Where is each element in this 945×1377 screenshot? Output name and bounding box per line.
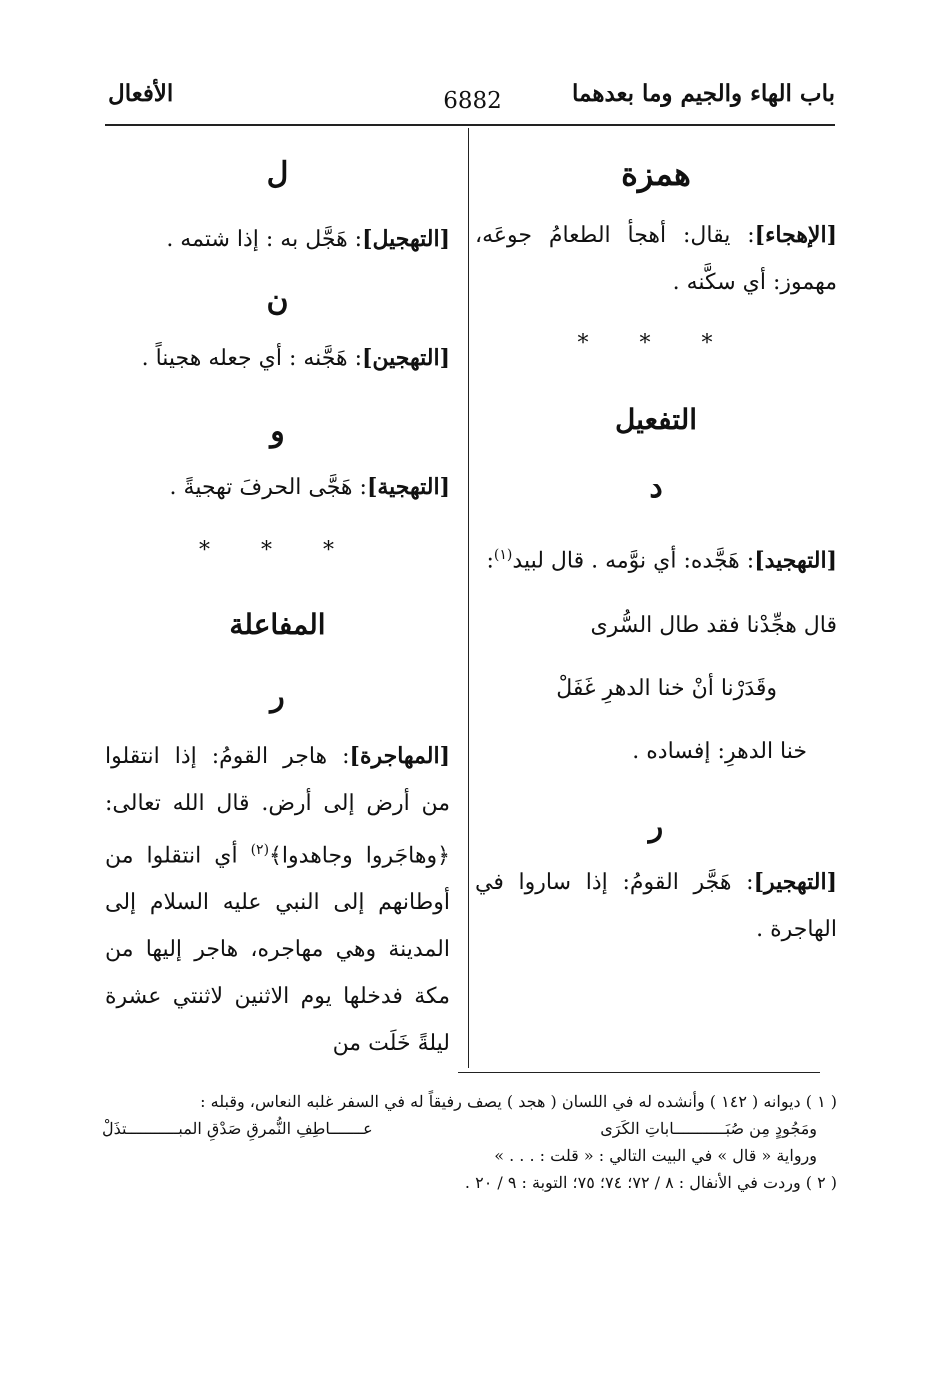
entry-ihja xyxy=(475,212,837,306)
entry-text: : هاجر القومُ: إذا انتقلوا من أرض إلى أرض. قال الله تعالى: ﴿وهاجَروا وجاهدوا﴾ xyxy=(105,744,451,869)
section-separator: * * * xyxy=(199,538,356,563)
section-heading-tafil: التفعيل xyxy=(614,403,698,436)
footnotes xyxy=(102,1088,837,1196)
footnote-verse-first-half: ومَجُودٍ مِن صُبَـــــــــــاباتِ الكَرَى xyxy=(600,1119,817,1138)
running-head-chapter: باب الهاء والجيم وما بعدهما xyxy=(572,80,835,107)
letter-heading-dal: د xyxy=(649,470,663,505)
left-column xyxy=(105,150,450,1067)
entry-tahjid xyxy=(475,532,837,584)
footnote-ref: (١) xyxy=(493,547,513,563)
entry-keyword: [التهجيل] xyxy=(362,226,450,252)
entry-text: : هَجَّل به : إذا شتمه . xyxy=(166,227,363,252)
entry-tahjir xyxy=(475,859,837,953)
entry-tahjin xyxy=(105,335,450,382)
page-number: 6882 xyxy=(443,88,502,114)
right-column xyxy=(475,150,837,953)
running-head-section: الأفعال xyxy=(108,80,174,107)
entry-keyword: [المهاجرة] xyxy=(349,743,450,769)
entry-text: : هَجَّنه : أي جعله هجيناً . xyxy=(141,346,362,371)
entry-tahjil xyxy=(105,216,450,263)
entry-text: : هَجَّى الحرفَ تهجيةً . xyxy=(169,475,367,500)
entry-keyword: [التهجير] xyxy=(753,869,837,896)
column-divider xyxy=(468,128,469,1068)
footnote-verse-second-half: عـــــــاطِفِ النُّمرقِ صَدْقِ المبـــــــــــتذَلْ xyxy=(102,1119,373,1138)
entry-text-end: أي انتقلوا من أوطانهم إلى النبي عليه السلام إلى المدينة وهي مهاجره، هاجر إليها من مكة فدخلها يوم الاثنين لاثنتي عشرة ليلةً خَلَت من xyxy=(105,843,450,1057)
section-separator: * * * xyxy=(577,331,735,356)
verse-line-1: قال هجِّدْنا فقد طال السُّرى xyxy=(590,613,837,639)
letter-heading-lam: ل xyxy=(266,156,289,191)
verse-line-2: وقَدَرْنا أنْ خنا الدهرِ غَفَلْ xyxy=(556,676,777,702)
section-heading-hamza: همزة xyxy=(621,155,691,193)
entry-text: : هَجَّر القومُ: إذا ساروا في الهاجرة . xyxy=(475,870,837,943)
footnote-1: ( ١ ) ديوانه ( ١٤٢ ) وأنشده له في اللسان ( هجد ) يصف رفيقاً له في السفر غلبه النعاس، وقبله : xyxy=(200,1092,837,1111)
letter-heading-waw: و xyxy=(270,414,285,449)
letter-heading-ra: ر xyxy=(648,809,664,845)
section-heading-mufaala: المفاعلة xyxy=(229,608,326,641)
letter-heading-ra: ر xyxy=(270,679,285,714)
entry-text: : يقال: أهجأ الطعامُ جوعَه، مهموز: أي سكَّنه . xyxy=(475,223,837,295)
gloss-line: خنا الدهرِ: إفساده . xyxy=(632,739,807,765)
letter-heading-nun: ن xyxy=(266,283,289,318)
footnote-1-note: ورواية « قال » في البيت التالي : « قلت : . . . » xyxy=(494,1146,817,1165)
entry-keyword: [التهجية] xyxy=(366,474,450,500)
entry-keyword: [التهجين] xyxy=(362,345,450,371)
footnote-rule xyxy=(458,1072,820,1073)
entry-text: : هَجَّده: أي نوَّمه . قال لبيد xyxy=(512,548,755,574)
entry-keyword: [التهجيد] xyxy=(754,547,837,574)
entry-keyword: [الإهجاء] xyxy=(754,222,837,248)
footnote-2: ( ٢ ) وردت في الأنفال : ٨ / ٧٢؛ ٧٤؛ ٧٥؛ التوبة : ٩ / ٢٠ . xyxy=(464,1173,837,1192)
footnote-1-verse xyxy=(102,1115,837,1142)
footnote-ref: (٢) xyxy=(250,842,270,858)
header-rule xyxy=(105,124,835,126)
entry-muhajara xyxy=(105,733,450,1067)
entry-text-end: : xyxy=(486,548,494,574)
entry-tahjiya xyxy=(105,464,450,511)
